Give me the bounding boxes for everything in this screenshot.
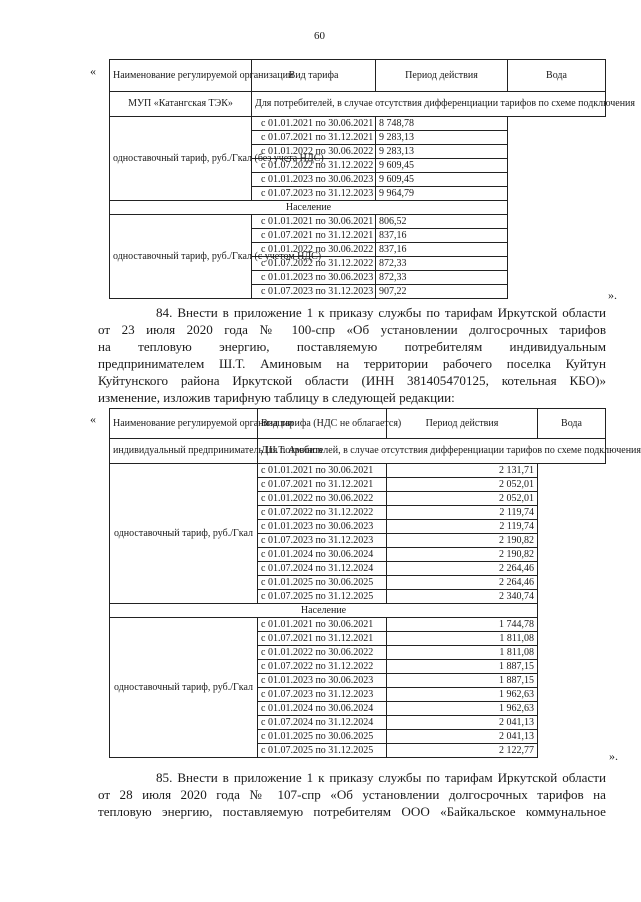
tariff-row bbox=[110, 464, 606, 478]
tariff-type-cell: одноставочный тариф, руб./Гкал (с учетом НДС) bbox=[110, 215, 252, 299]
water-tariff-cell: 1 811,08 bbox=[387, 646, 538, 660]
period-cell: с 01.01.2024 по 30.06.2024 bbox=[258, 548, 387, 562]
tariff-type-cell: одноставочный тариф, руб./Гкал (без учета НДС) bbox=[110, 117, 252, 201]
section-population: Население bbox=[110, 604, 538, 618]
org-name-cell: индивидуальный предприниматель Ш.Т. Аминов bbox=[110, 439, 258, 464]
water-tariff-cell: 806,52 bbox=[376, 215, 508, 229]
period-cell: с 01.01.2021 по 30.06.2021 bbox=[258, 618, 387, 632]
paragraph-84 bbox=[98, 304, 606, 406]
water-tariff-cell: 9 609,45 bbox=[376, 173, 508, 187]
section-population: Население bbox=[110, 201, 508, 215]
period-cell: с 01.07.2025 по 31.12.2025 bbox=[258, 744, 387, 758]
header-period: Период действия bbox=[376, 60, 508, 92]
period-cell: с 01.07.2023 по 31.12.2023 bbox=[252, 285, 376, 299]
tariff-row bbox=[110, 117, 606, 131]
page-number: 60 bbox=[314, 30, 325, 42]
period-cell: с 01.01.2023 по 30.06.2023 bbox=[258, 520, 387, 534]
period-cell: с 01.07.2022 по 31.12.2022 bbox=[258, 506, 387, 520]
water-tariff-cell: 2 119,74 bbox=[387, 520, 538, 534]
quote-open-2: « bbox=[90, 412, 96, 426]
period-cell: с 01.07.2022 по 31.12.2022 bbox=[258, 660, 387, 674]
period-cell: с 01.01.2023 по 30.06.2023 bbox=[258, 674, 387, 688]
header-org: Наименование регулируемой организации bbox=[110, 409, 258, 439]
header-tariff-type: Вид тарифа (НДС не облагается) bbox=[258, 409, 387, 439]
water-tariff-cell: 2 052,01 bbox=[387, 478, 538, 492]
period-cell: с 01.01.2023 по 30.06.2023 bbox=[252, 173, 376, 187]
rows-population bbox=[110, 618, 606, 758]
paragraph-line: изменение, изложив тарифную таблицу в следующей редакции: bbox=[98, 390, 455, 405]
water-tariff-cell: 9 609,45 bbox=[376, 159, 508, 173]
period-cell: с 01.01.2023 по 30.06.2023 bbox=[252, 271, 376, 285]
period-cell: с 01.07.2025 по 31.12.2025 bbox=[258, 590, 387, 604]
header-water: Вода bbox=[538, 409, 606, 439]
period-cell: с 01.07.2021 по 31.12.2021 bbox=[258, 478, 387, 492]
section-consumers: Для потребителей, в случае отсутствия дифференциации тарифов по схеме подключения bbox=[252, 92, 606, 117]
rows-consumers bbox=[110, 117, 606, 201]
period-cell: с 01.01.2022 по 30.06.2022 bbox=[258, 492, 387, 506]
period-cell: с 01.07.2023 по 31.12.2023 bbox=[258, 534, 387, 548]
period-cell: с 01.07.2021 по 31.12.2021 bbox=[252, 131, 376, 145]
water-tariff-cell: 2 052,01 bbox=[387, 492, 538, 506]
quote-close-1: ». bbox=[608, 288, 617, 302]
period-cell: с 01.07.2024 по 31.12.2024 bbox=[258, 716, 387, 730]
water-tariff-cell: 1 962,63 bbox=[387, 702, 538, 716]
header-water: Вода bbox=[508, 60, 606, 92]
period-cell: с 01.07.2022 по 31.12.2022 bbox=[252, 159, 376, 173]
period-cell: с 01.01.2021 по 30.06.2021 bbox=[252, 117, 376, 131]
water-tariff-cell: 1 887,15 bbox=[387, 674, 538, 688]
water-tariff-cell: 1 887,15 bbox=[387, 660, 538, 674]
water-tariff-cell: 8 748,78 bbox=[376, 117, 508, 131]
water-tariff-cell: 2 190,82 bbox=[387, 548, 538, 562]
paragraph-line: Куйтунского района Иркутской области (ИНН 381405470125, котельная КБО)» bbox=[98, 373, 606, 388]
tariff-type-cell: одноставочный тариф, руб./Гкал bbox=[110, 618, 258, 758]
water-tariff-cell: 1 962,63 bbox=[387, 688, 538, 702]
water-tariff-cell: 1 744,78 bbox=[387, 618, 538, 632]
tariff-row bbox=[110, 215, 606, 229]
period-cell: с 01.07.2023 по 31.12.2023 bbox=[252, 187, 376, 201]
period-cell: с 01.07.2024 по 31.12.2024 bbox=[258, 562, 387, 576]
water-tariff-cell: 2 041,13 bbox=[387, 716, 538, 730]
paragraph-line: 84. Внести в приложение 1 к приказу службы по тарифам Иркутской области bbox=[156, 305, 606, 320]
tariff-table-mup-katangskaya bbox=[109, 59, 636, 299]
water-tariff-cell: 2 340,74 bbox=[387, 590, 538, 604]
water-tariff-cell: 2 119,74 bbox=[387, 506, 538, 520]
water-tariff-cell: 837,16 bbox=[376, 243, 508, 257]
period-cell: с 01.01.2021 по 30.06.2021 bbox=[258, 464, 387, 478]
tariff-type-cell: одноставочный тариф, руб./Гкал bbox=[110, 464, 258, 604]
paragraph-85 bbox=[98, 769, 606, 820]
paragraph-line: от 28 июля 2020 года № 107-спр «Об установлении долгосрочных тарифов на bbox=[98, 787, 606, 802]
paragraph-line: 85. Внести в приложение 1 к приказу службы по тарифам Иркутской области bbox=[156, 770, 606, 785]
period-cell: с 01.01.2025 по 30.06.2025 bbox=[258, 576, 387, 590]
water-tariff-cell: 1 811,08 bbox=[387, 632, 538, 646]
header-tariff-type: Вид тарифа bbox=[252, 60, 376, 92]
water-tariff-cell: 872,33 bbox=[376, 271, 508, 285]
period-cell: с 01.01.2024 по 30.06.2024 bbox=[258, 702, 387, 716]
water-tariff-cell: 9 283,13 bbox=[376, 131, 508, 145]
period-cell: с 01.07.2022 по 31.12.2022 bbox=[252, 257, 376, 271]
period-cell: с 01.07.2023 по 31.12.2023 bbox=[258, 688, 387, 702]
period-cell: с 01.01.2025 по 30.06.2025 bbox=[258, 730, 387, 744]
paragraph-line: тепловую энергию, поставляемую потребителям ООО «Байкальское коммунальное bbox=[98, 804, 606, 819]
period-cell: с 01.01.2022 по 30.06.2022 bbox=[252, 145, 376, 159]
paragraph-line: на тепловую энергию, поставляемую потребителям индивидуальным bbox=[98, 339, 606, 354]
paragraph-line: предпринимателем Ш.Т. Аминовым на территории рабочего поселка Куйтун bbox=[98, 356, 606, 371]
water-tariff-cell: 2 131,71 bbox=[387, 464, 538, 478]
water-tariff-cell: 2 041,13 bbox=[387, 730, 538, 744]
water-tariff-cell: 872,33 bbox=[376, 257, 508, 271]
header-period: Период действия bbox=[387, 409, 538, 439]
paragraph-line: от 23 июля 2020 года № 100-спр «Об установлении долгосрочных тарифов bbox=[98, 322, 606, 337]
water-tariff-cell: 2 264,46 bbox=[387, 562, 538, 576]
period-cell: с 01.01.2022 по 30.06.2022 bbox=[258, 646, 387, 660]
rows-population bbox=[110, 215, 606, 299]
period-cell: с 01.01.2022 по 30.06.2022 bbox=[252, 243, 376, 257]
tariff-row bbox=[110, 618, 606, 632]
water-tariff-cell: 9 283,13 bbox=[376, 145, 508, 159]
water-tariff-cell: 837,16 bbox=[376, 229, 508, 243]
quote-open-1: « bbox=[90, 64, 96, 78]
tariff-table-aminov bbox=[109, 408, 641, 758]
water-tariff-cell: 2 264,46 bbox=[387, 576, 538, 590]
water-tariff-cell: 2 190,82 bbox=[387, 534, 538, 548]
period-cell: с 01.07.2021 по 31.12.2021 bbox=[252, 229, 376, 243]
water-tariff-cell: 9 964,79 bbox=[376, 187, 508, 201]
period-cell: с 01.01.2021 по 30.06.2021 bbox=[252, 215, 376, 229]
section-consumers: Для потребителей, в случае отсутствия дифференциации тарифов по схеме подключения bbox=[258, 439, 606, 464]
period-cell: с 01.07.2021 по 31.12.2021 bbox=[258, 632, 387, 646]
rows-consumers bbox=[110, 464, 606, 604]
quote-close-2: ». bbox=[609, 749, 618, 763]
header-org: Наименование регулируемой организации bbox=[110, 60, 252, 92]
water-tariff-cell: 2 122,77 bbox=[387, 744, 538, 758]
water-tariff-cell: 907,22 bbox=[376, 285, 508, 299]
org-name-cell: МУП «Катангская ТЭК» bbox=[110, 92, 252, 117]
